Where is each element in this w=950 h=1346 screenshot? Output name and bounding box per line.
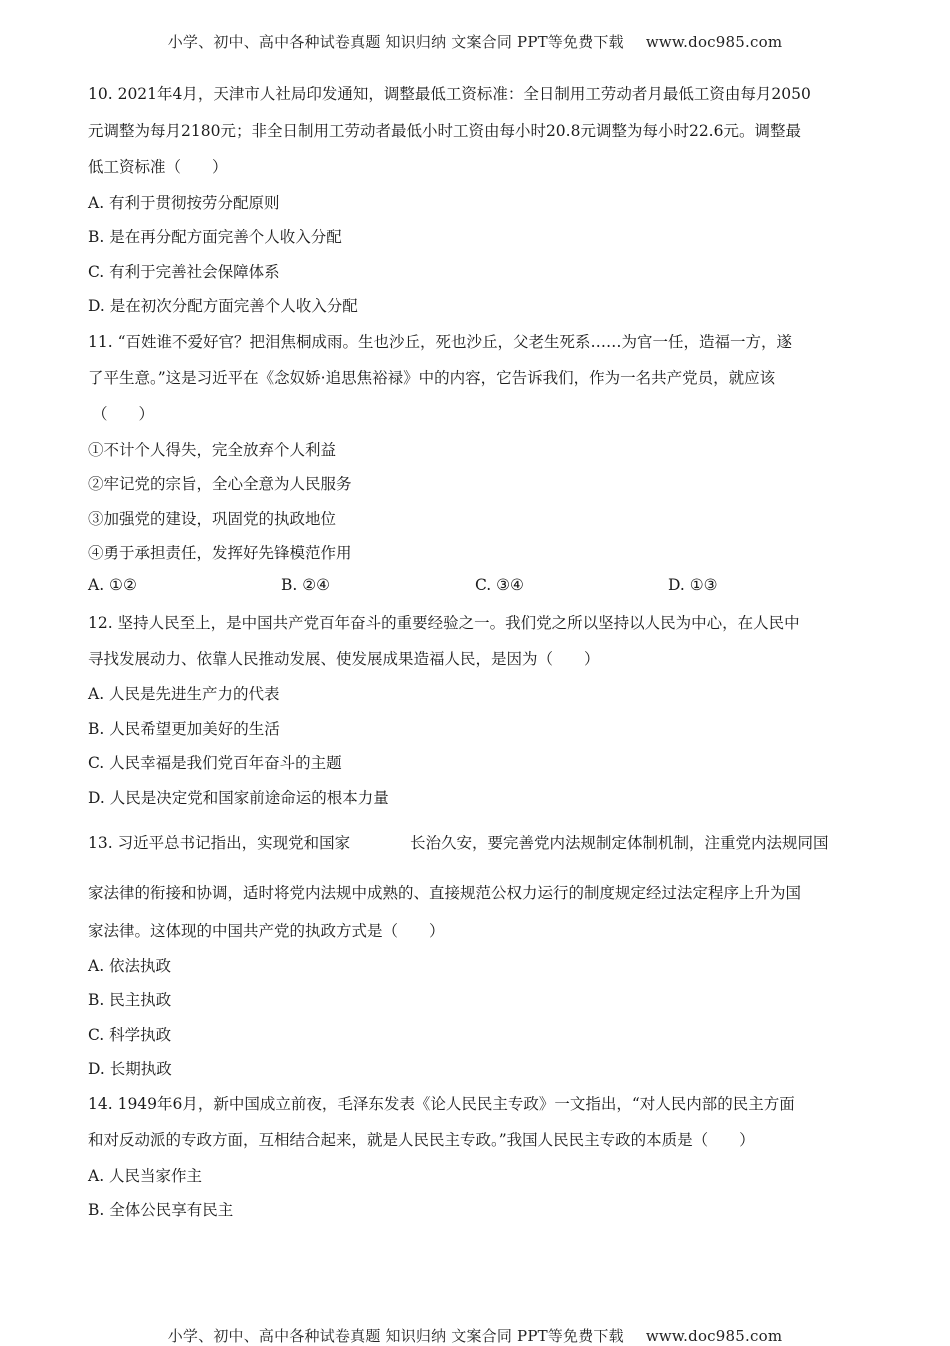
footer-site-link[interactable]: www.doc985.com <box>645 1327 783 1345</box>
q11-statement-2: ②牢记党的宗旨，全心全意为人民服务 <box>88 475 352 493</box>
q13-option-c: C. 科学执政 <box>88 1026 172 1044</box>
q10-stem-line-3: 低工资标准（ ） <box>88 158 228 176</box>
q11-option-d: D. ①③ <box>668 576 718 594</box>
q12-option-c: C. 人民幸福是我们党百年奋斗的主题 <box>88 754 342 772</box>
q11-statement-4: ④勇于承担责任，发挥好先锋模范作用 <box>88 544 352 562</box>
q10-stem-line-1: 10. 2021年4月，天津市人社局印发通知，调整最低工资标准：全日制用工劳动者月最低工资由每月2050 <box>88 85 811 103</box>
q11-stem-line-3: （ ） <box>92 405 155 423</box>
q12-stem-line-1: 12. 坚持人民至上，是中国共产党百年奋斗的重要经验之一。我们党之所以坚持以人民为中心，在人民中 <box>88 614 800 632</box>
q13-stem-line-3: 家法律。这体现的中国共产党的执政方式是（ ） <box>88 922 445 940</box>
footer-text: 小学、初中、高中各种试卷真题 知识归纳 文案合同 PPT等免费下载 <box>167 1327 624 1345</box>
q10-option-c: C. 有利于完善社会保障体系 <box>88 263 280 281</box>
q14-stem-line-2: 和对反动派的专政方面，互相结合起来，就是人民民主专政。”我国人民民主专政的本质是（ ） <box>88 1131 755 1149</box>
q12-stem-line-2: 寻找发展动力、依靠人民推动发展、使发展成果造福人民，是因为（ ） <box>88 650 600 668</box>
q14-option-b: B. 全体公民享有民主 <box>88 1201 234 1219</box>
page-footer <box>0 1325 950 1346</box>
q12-option-a: A. 人民是先进生产力的代表 <box>88 685 280 703</box>
q11-option-b: B. ②④ <box>281 576 331 594</box>
q13-stem-line-1-part-2: 长治久安，要完善党内法规制定体制机制，注重党内法规同国 <box>410 834 829 852</box>
q13-option-a: A. 依法执政 <box>88 957 172 975</box>
header-text: 小学、初中、高中各种试卷真题 知识归纳 文案合同 PPT等免费下载 <box>167 33 624 51</box>
q12-option-d: D. 人民是决定党和国家前途命运的根本力量 <box>88 789 389 807</box>
q14-option-a: A. 人民当家作主 <box>88 1167 203 1185</box>
q10-option-d: D. 是在初次分配方面完善个人收入分配 <box>88 297 358 315</box>
q12-option-b: B. 人民希望更加美好的生活 <box>88 720 280 738</box>
q13-stem-line-2: 家法律的衔接和协调，适时将党内法规中成熟的、直接规范公权力运行的制度规定经过法定程序上升为国 <box>88 884 802 902</box>
q10-option-a: A. 有利于贯彻按劳分配原则 <box>88 194 280 212</box>
q13-option-d: D. 长期执政 <box>88 1060 172 1078</box>
q14-stem-line-1: 14. 1949年6月，新中国成立前夜，毛泽东发表《论人民民主专政》一文指出，“对人民内部的民主方面 <box>88 1095 795 1113</box>
q13-option-b: B. 民主执政 <box>88 991 172 1009</box>
q10-option-b: B. 是在再分配方面完善个人收入分配 <box>88 228 342 246</box>
q11-option-a: A. ①② <box>88 576 137 594</box>
q11-stem-line-2: 了平生意。”这是习近平在《念奴娇·追思焦裕禄》中的内容，它告诉我们，作为一名共产党员，就应该 <box>88 369 776 387</box>
q11-statement-1: ①不计个人得失，完全放弃个人利益 <box>88 441 337 459</box>
q13-stem-line-1-part-1: 13. 习近平总书记指出，实现党和国家 <box>88 834 351 852</box>
q11-option-c: C. ③④ <box>475 576 524 594</box>
header-site-link[interactable]: www.doc985.com <box>645 33 783 51</box>
q11-statement-3: ③加强党的建设，巩固党的执政地位 <box>88 510 337 528</box>
q11-stem-line-1: 11. “百姓谁不爱好官？把泪焦桐成雨。生也沙丘，死也沙丘，父老生死系……为官一任，造福一方，遂 <box>88 333 793 351</box>
q10-stem-line-2: 元调整为每月2180元；非全日制用工劳动者最低小时工资由每小时20.8元调整为每小时22.6元。调整最 <box>88 122 801 140</box>
page-header <box>0 31 950 52</box>
q11-options-row <box>0 576 950 596</box>
